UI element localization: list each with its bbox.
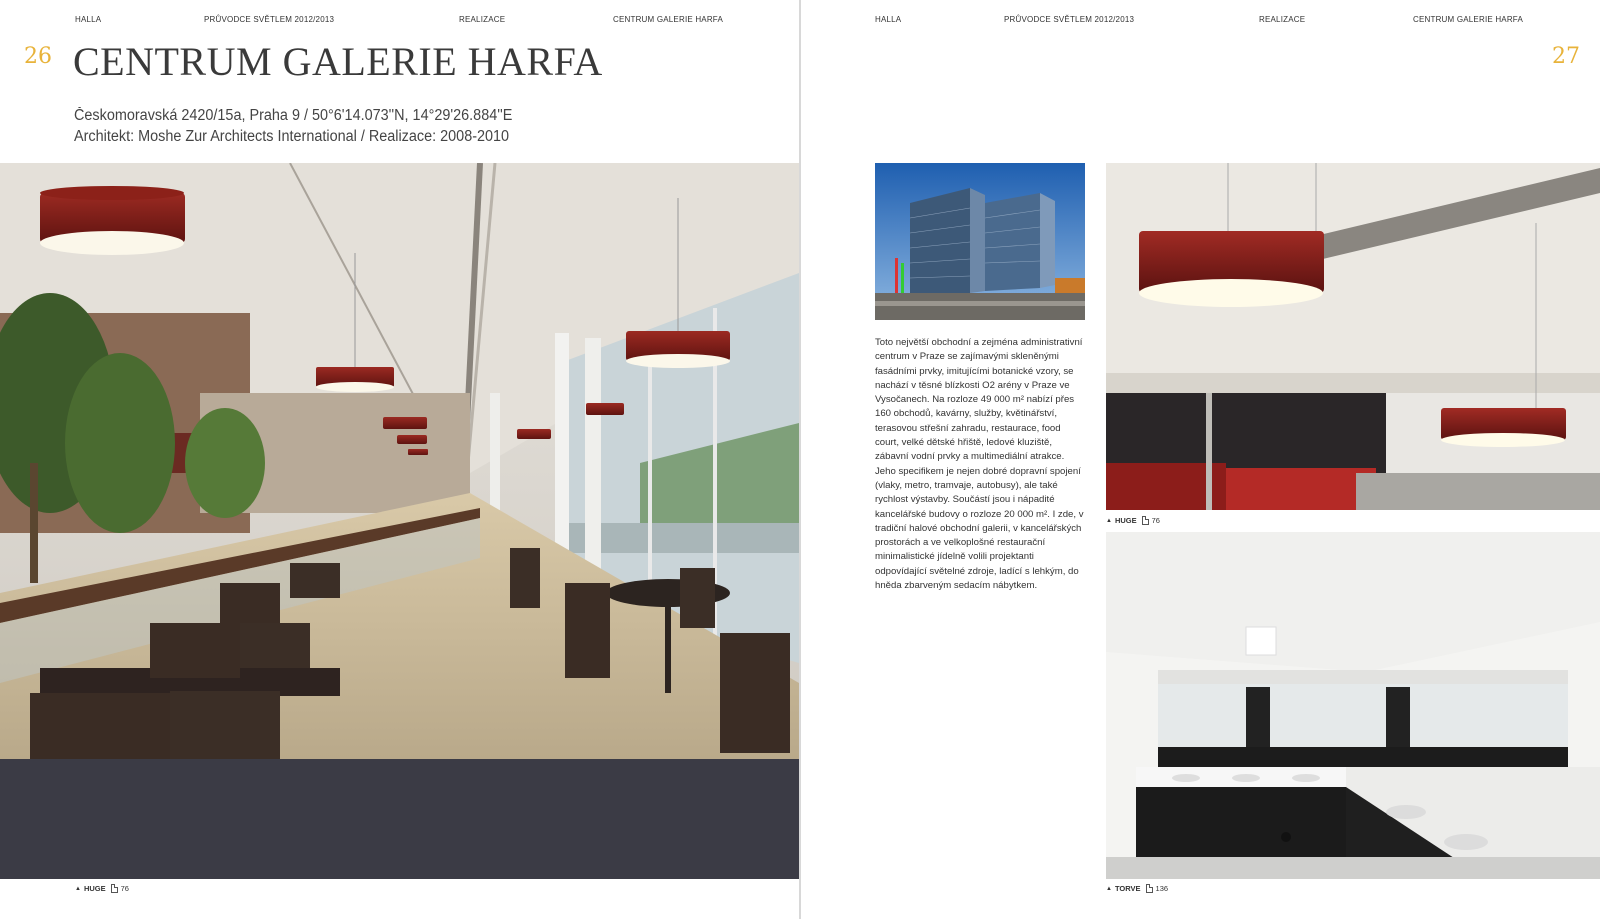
caption-page-ref: 76 bbox=[1151, 516, 1160, 525]
running-head-category: REALIZACE bbox=[1259, 15, 1306, 24]
building-exterior-photo bbox=[875, 163, 1085, 320]
triangle-up-icon: ▲ bbox=[1106, 885, 1112, 892]
document-icon bbox=[1146, 884, 1153, 893]
running-head-section: HALLA bbox=[875, 15, 902, 24]
running-head-project: CENTRUM GALERIE HARFA bbox=[1413, 15, 1523, 24]
page-number: 27 bbox=[1552, 44, 1580, 69]
building-illustration bbox=[875, 163, 1085, 320]
architect-line: Architekt: Moshe Zur Architects International / Realizace: 2008-2010 bbox=[74, 128, 510, 145]
food-court-photo bbox=[0, 163, 799, 759]
document-icon bbox=[111, 884, 118, 893]
caption-brand: TORVE bbox=[1114, 884, 1141, 893]
page-title: CENTRUM GALERIE HARFA bbox=[73, 39, 603, 84]
document-icon bbox=[1142, 516, 1149, 525]
pendant-lamp-1 bbox=[40, 186, 185, 255]
interior-lamp-illustration bbox=[1106, 163, 1600, 510]
dark-band bbox=[0, 759, 799, 879]
caption-page-ref: 76 bbox=[120, 884, 129, 893]
triangle-up-icon: ▲ bbox=[1106, 517, 1112, 524]
running-head-publication: PRŮVODCE SVĚTLEM 2012/2013 bbox=[204, 15, 335, 24]
caption-brand: HUGE bbox=[1114, 516, 1137, 525]
caption-brand: HUGE bbox=[83, 884, 106, 893]
left-page bbox=[0, 0, 799, 919]
address-line: Českomoravská 2420/15a, Praha 9 / 50°6'14.073''N, 14°29'26.884''E bbox=[74, 107, 513, 124]
washroom-photo bbox=[1106, 532, 1600, 879]
running-head-section: HALLA bbox=[75, 15, 102, 24]
running-head-category: REALIZACE bbox=[459, 15, 506, 24]
page-number: 26 bbox=[24, 44, 52, 69]
caption-page-ref: 136 bbox=[1155, 884, 1169, 893]
photo-caption-left bbox=[75, 884, 129, 893]
washroom-illustration bbox=[1106, 532, 1600, 879]
body-text: Toto největší obchodní a zejména administrativní centrum v Praze se zajímavými skleněnými fasádními prvky, imitujícími botanické vzory, se nachází v těsné blízkosti O2 arény v Praze ve Vysočanech. Na rozloze 49 000 m² nabízí přes 160 obchodů, kavárny, služby, květinářství, terasovou střešní zahradu, restaurace, food court, velké dětské hřiště, ledové kluziště, zábavní vodní prvky a multimediální atrakce. Jeho specifikem je nejen dobré dopravní spojení (vlaky, metro, tramvaje, autobusy), ale také rychlost výstavby. Součástí jsou i nápadité kancelářské budovy o rozloze 20 000 m². I zde, v tradiční halové obchodní galerii, v kancelářských prostorách a ve velkoplošné restaurační minimalistické jídelně volili projektanti odpovídající světelné zdroje, ladící s lehkým, do hněda zbarveným sedacím nábytkem. bbox=[875, 337, 1084, 592]
triangle-up-icon: ▲ bbox=[75, 885, 81, 892]
right-page bbox=[801, 0, 1600, 919]
running-head-publication: PRŮVODCE SVĚTLEM 2012/2013 bbox=[1004, 15, 1135, 24]
photo-caption-top bbox=[1106, 516, 1160, 525]
photo-caption-bottom bbox=[1106, 884, 1168, 893]
pendant-lamp-large bbox=[1139, 231, 1324, 307]
food-court-illustration bbox=[0, 163, 799, 759]
running-head-project: CENTRUM GALERIE HARFA bbox=[613, 15, 723, 24]
interior-lamp-photo bbox=[1106, 163, 1600, 510]
